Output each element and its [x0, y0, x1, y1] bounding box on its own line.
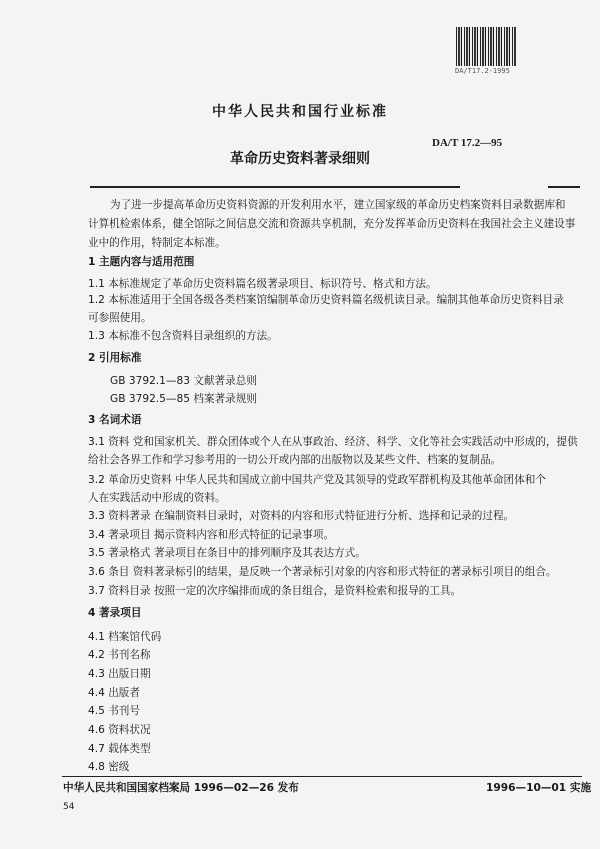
intro-line: 为了进一步提高革命历史资料资源的开发利用水平，建立国家级的革命历史档案资料目录数据库和	[110, 199, 566, 211]
footer-divider	[62, 776, 582, 777]
term-line: 3.5 著录格式 著录项目在条目中的排列顺序及其表达方式。	[88, 547, 366, 559]
term-line: 3.4 著录项目 揭示资料内容和形式特征的记录事项。	[88, 529, 335, 541]
item-line: 4.8 密级	[88, 761, 130, 773]
section-heading: 4 著录项目	[88, 607, 142, 619]
barcode-code: DA/T17.2-1995	[455, 67, 510, 75]
standard-category: 中华人民共和国行业标准	[212, 104, 388, 120]
page-title: 革命历史资料著录细则	[230, 151, 370, 167]
term-line: 3.2 革命历史资料 中华人民共和国成立前中国共产党及其领导的党政军群机构及其他革命团体和个	[88, 474, 546, 486]
item-line: 4.2 书刊名称	[88, 649, 151, 661]
clause-line: 1.1 本标准规定了革命历史资料篇名级著录项目、标识符号、格式和方法。	[88, 278, 437, 290]
term-line: 3.1 资料 党和国家机关、群众团体或个人在从事政治、经济、科学、文化等社会实践活动中形成的，提供	[88, 436, 578, 448]
term-line: 给社会各界工作和学习参考用的一切公开或内部的出版物以及某些文件、档案的复制品。	[88, 454, 502, 466]
term-line: 3.7 资料目录 按照一定的次序编排而成的条目组合，是资料检索和报导的工具。	[88, 585, 462, 597]
clause-line: 1.3 本标准不包含资料目录组织的方法。	[88, 330, 278, 342]
term-line: 3.3 资料著录 在编制资料目录时，对资料的内容和形式特征进行分析、选择和记录的过程。	[88, 510, 515, 522]
effective-date: 1996—10—01 实施	[486, 782, 592, 794]
term-line: 人在实践活动中形成的资料。	[88, 492, 226, 504]
page-number: 54	[63, 802, 75, 812]
section-heading: 3 名词术语	[88, 414, 142, 426]
item-line: 4.6 资料状况	[88, 724, 151, 736]
intro-line: 业中的作用，特制定本标准。	[88, 237, 226, 249]
section-heading: 1 主题内容与适用范围	[88, 256, 195, 268]
item-line: 4.5 书刊号	[88, 705, 140, 717]
term-line: 3.6 条目 资料著录标引的结果，是反映一个著录标引对象的内容和形式特征的著录标引项目的组合。	[88, 566, 557, 578]
reference-line: GB 3792.5—85 档案著录规则	[110, 393, 257, 405]
item-line: 4.3 出版日期	[88, 668, 151, 680]
divider	[548, 186, 580, 188]
intro-line: 计算机检索体系，健全馆际之间信息交流和资源共享机制，充分发挥革命历史资料在我国社会主义建设事	[88, 218, 576, 230]
barcode	[456, 27, 516, 66]
section-heading: 2 引用标准	[88, 352, 142, 364]
item-line: 4.1 档案馆代码	[88, 631, 162, 643]
standard-number: DA/T 17.2—95	[432, 137, 503, 149]
clause-line: 1.2 本标准适用于全国各级各类档案馆编制革命历史资料篇名级机读目录。编制其他革命历史资料目录	[88, 294, 564, 306]
item-line: 4.4 出版者	[88, 687, 140, 699]
divider	[90, 186, 460, 188]
clause-line: 可参照使用。	[88, 312, 152, 324]
item-line: 4.7 载体类型	[88, 743, 151, 755]
reference-line: GB 3792.1—83 文献著录总则	[110, 375, 257, 387]
issued-date: 中华人民共和国国家档案局 1996—02—26 发布	[63, 782, 299, 794]
